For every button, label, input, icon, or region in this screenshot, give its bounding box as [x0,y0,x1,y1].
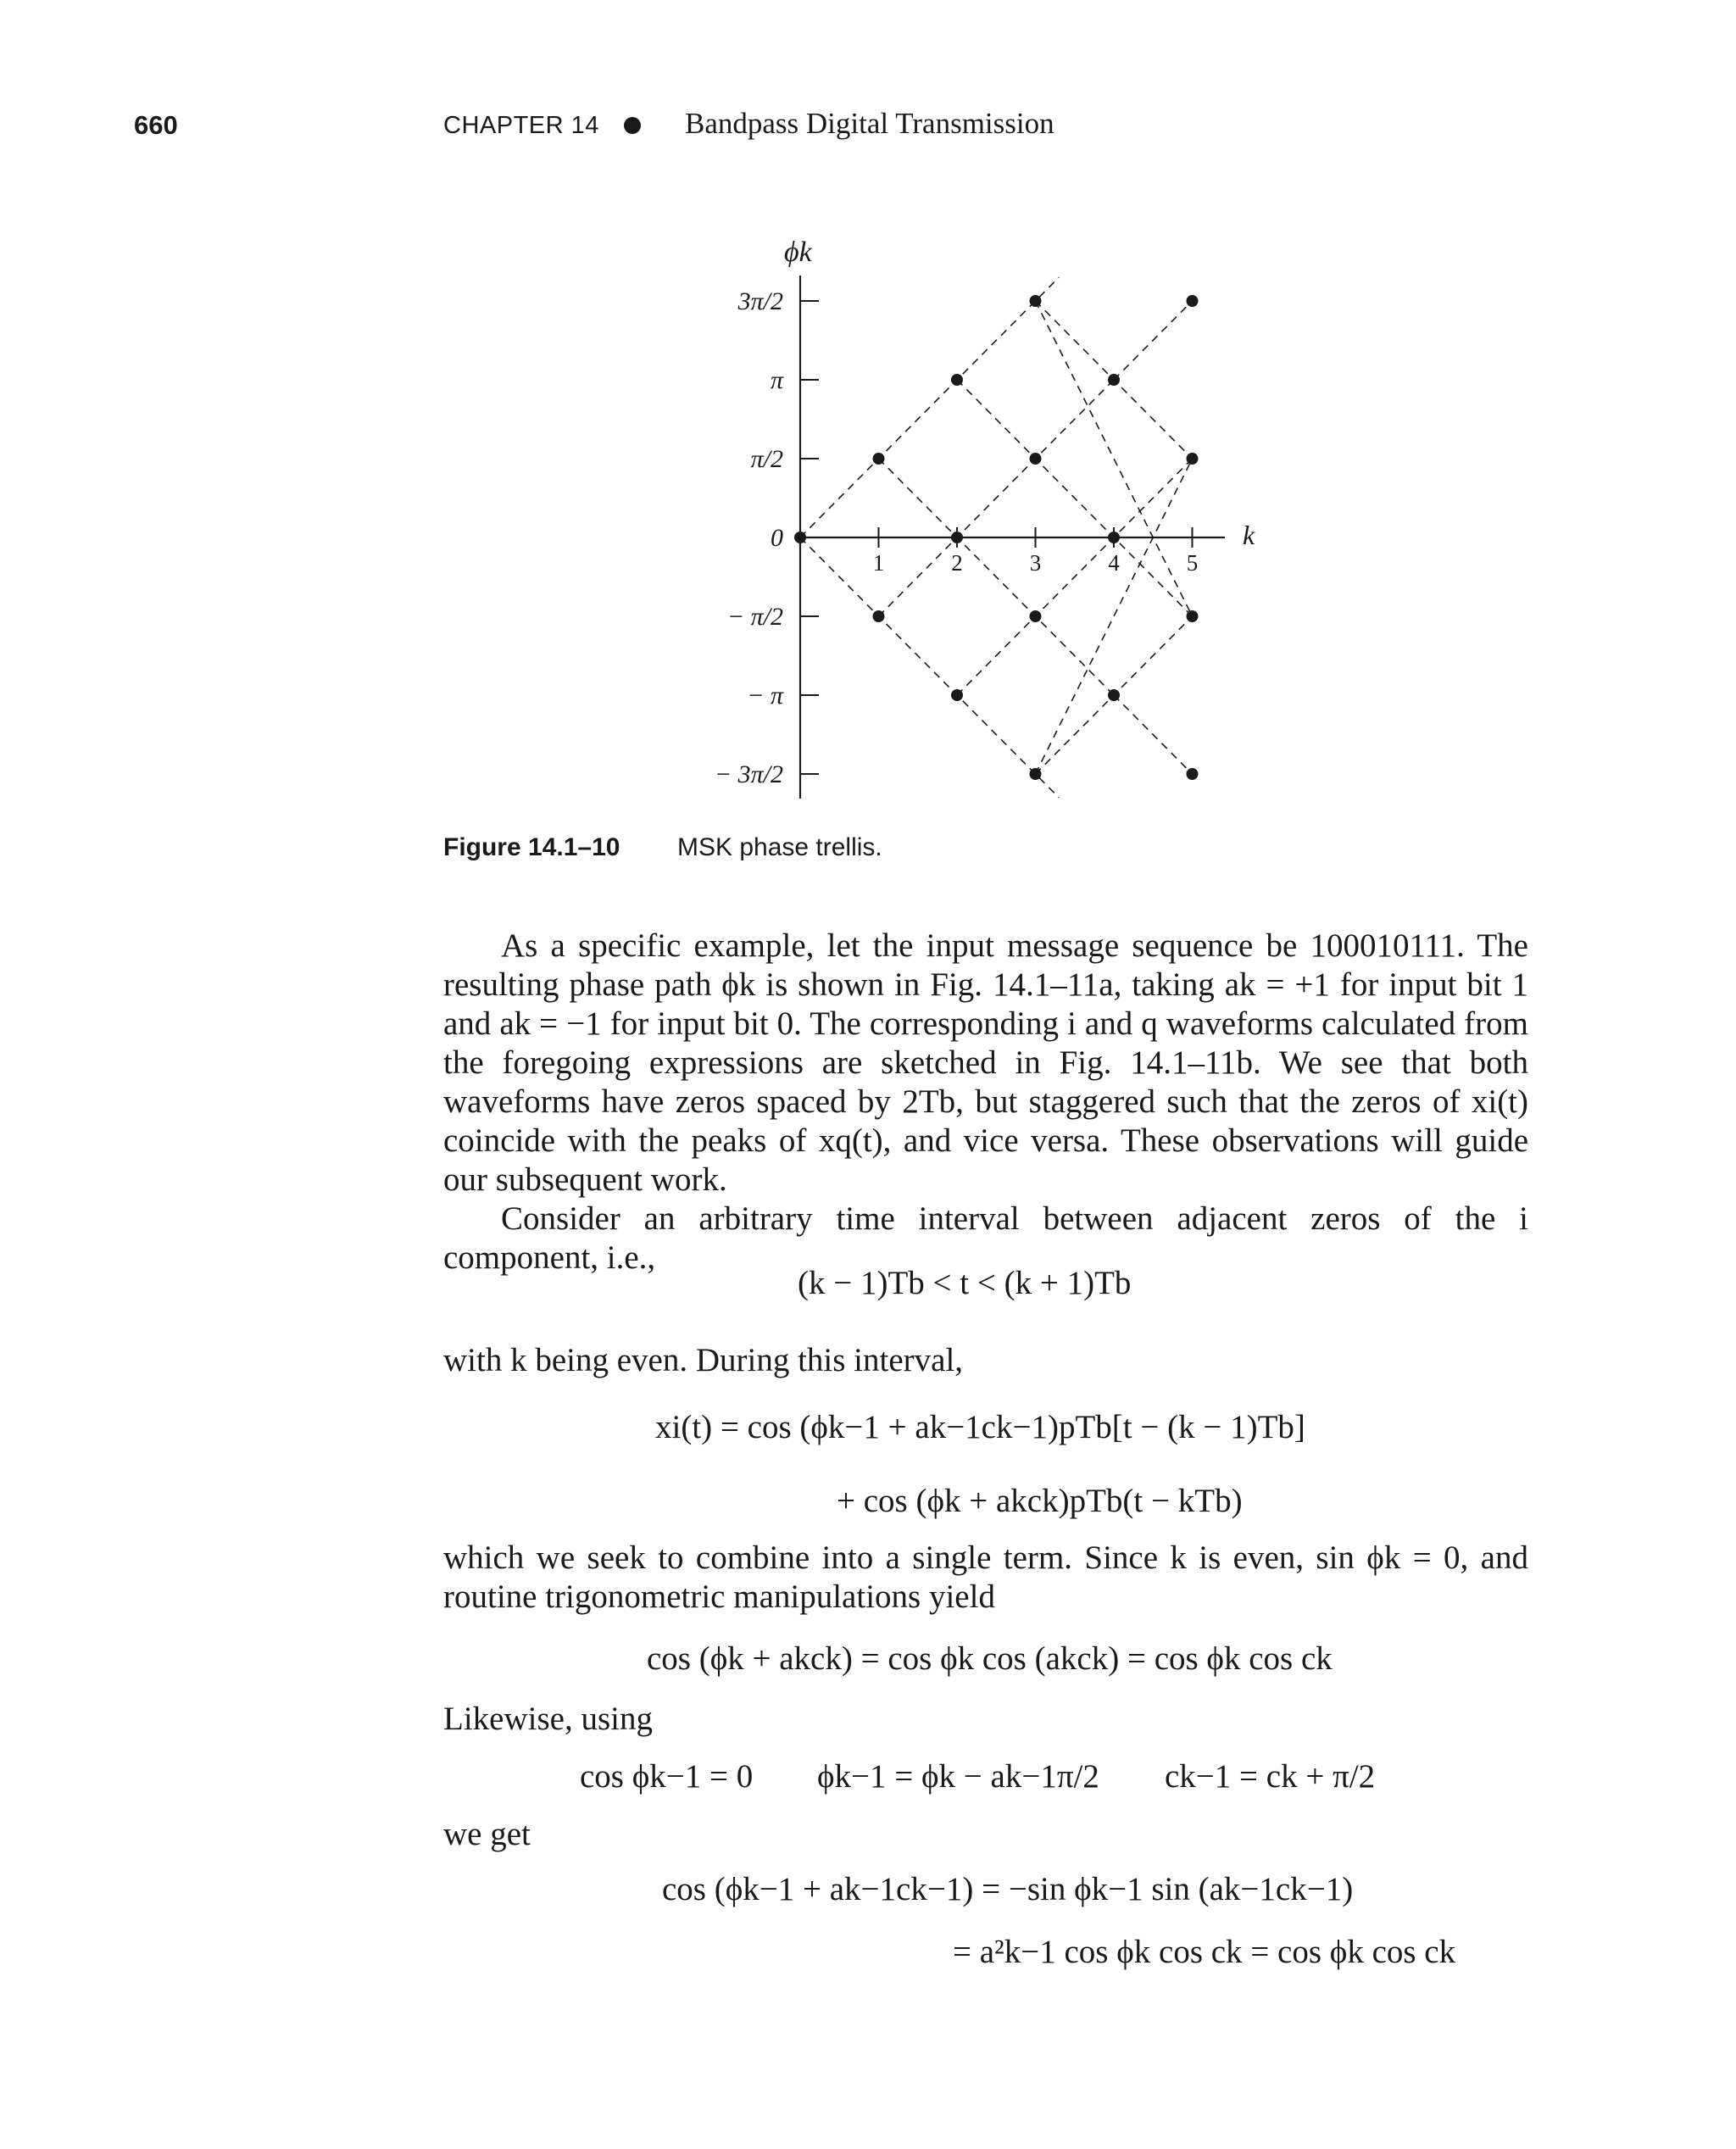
trellis-state-point [1030,453,1042,465]
x-axis-label: k [1243,520,1255,550]
trellis-state-point [1108,689,1120,701]
trellis-state-point [1187,453,1199,465]
paragraph-2: Consider an arbitrary time interval between adjacent zeros of the i component, i.e., [443,1200,1528,1276]
trellis-state-point [951,532,963,543]
equation-xi-line1: xi(t) = cos (ϕk−1 + ak−1ck−1)pTb[t − (k − 1)Tb] [655,1409,1305,1445]
chapter-title: Bandpass Digital Transmission [685,107,1054,140]
trellis-state-point [1187,295,1199,307]
x-tick-label: 1 [872,550,885,576]
equation-condition-2: ϕk−1 = ϕk − ak−1π/2 [817,1758,1099,1795]
y-tick-label: π/2 [750,445,783,473]
trellis-path-10 [1114,301,1193,380]
trellis-state-point [951,374,963,386]
paragraph-3: with k being even. During this interval, [443,1342,964,1378]
x-tick-label: 3 [1029,550,1042,576]
trellis-state-point [873,610,885,622]
trellis-state-point [1187,768,1199,780]
trellis-path-9 [1036,459,1193,774]
trellis-state-point [794,532,806,543]
paragraph-6: we get [443,1816,531,1852]
trellis-state-point [1030,295,1042,307]
y-tick-label: − π/2 [726,603,783,631]
chapter-label: CHAPTER 14 [443,112,599,139]
paragraph-1: As a specific example, let the input message sequence be 100010111. The resulting phase path ϕk is shown in Fig. 14.1–11a, taking ak = +1 for input bit 1 and ak = −1 for input bit 0. The corresponding i and q waveforms calculated from the foregoing expressions are sketched in Fig. 14.1–11b. We see that both waveforms have zeros spaced by 2Tb, but staggered such that the zeros of xi(t) coincide with the peaks of xq(t), and vice versa. These observations will guide our subsequent work. [443,927,1528,1198]
y-tick-label: − 3π/2 [714,760,783,788]
y-tick-label: 0 [771,524,783,552]
trellis-state-point [951,689,963,701]
trellis-state-point [1030,610,1042,622]
figure-label: Figure 14.1–10 [443,833,620,861]
y-tick-label: − π [747,682,783,710]
paragraph-4: which we seek to combine into a single term. Since k is even, sin ϕk = 0, and routine trigonometric manipulations yield [443,1539,1528,1615]
trellis-path-0 [800,277,1059,537]
x-tick-label: 5 [1186,550,1199,576]
equation-cos-identity: cos (ϕk + akck) = cos ϕk cos (akck) = cos ϕk cos ck [647,1640,1333,1677]
trellis-path-11 [1114,695,1193,774]
figure-caption: MSK phase trellis. [677,833,882,861]
equation-condition-3: ck−1 = ck + π/2 [1165,1758,1376,1795]
trellis-state-point [1030,768,1042,780]
trellis-state-point [1187,610,1199,622]
equation-result-line2: = a²k−1 cos ϕk cos ck = cos ϕk cos ck [953,1934,1456,1970]
trellis-state-point [873,453,885,465]
paragraph-5: Likewise, using [443,1701,653,1737]
trellis-state-point [1108,532,1120,543]
y-tick-label: 3π/2 [737,287,783,315]
equation-xi-line2: + cos (ϕk + akck)pTb(t − kTb) [837,1483,1243,1519]
trellis-path-2 [879,459,1115,695]
trellis-path-4 [957,380,1193,616]
phase-trellis-figure [0,0,1736,814]
trellis-path-5 [957,459,1193,695]
equation-condition-1: cos ϕk−1 = 0 [580,1758,754,1795]
equation-result-line1: cos (ϕk−1 + ak−1ck−1) = −sin ϕk−1 sin (ak−1ck−1) [662,1871,1354,1907]
trellis-path-1 [800,537,1059,798]
y-axis-label: ϕk [784,237,812,268]
equation-interval: (k − 1)Tb < t < (k + 1)Tb [798,1265,1132,1301]
x-tick-label: 2 [951,550,963,576]
trellis-state-point [1108,374,1120,386]
page-number: 660 [134,110,178,140]
x-tick-label: 4 [1108,550,1120,576]
trellis-path-3 [879,380,1115,616]
y-tick-label: π [770,366,783,394]
